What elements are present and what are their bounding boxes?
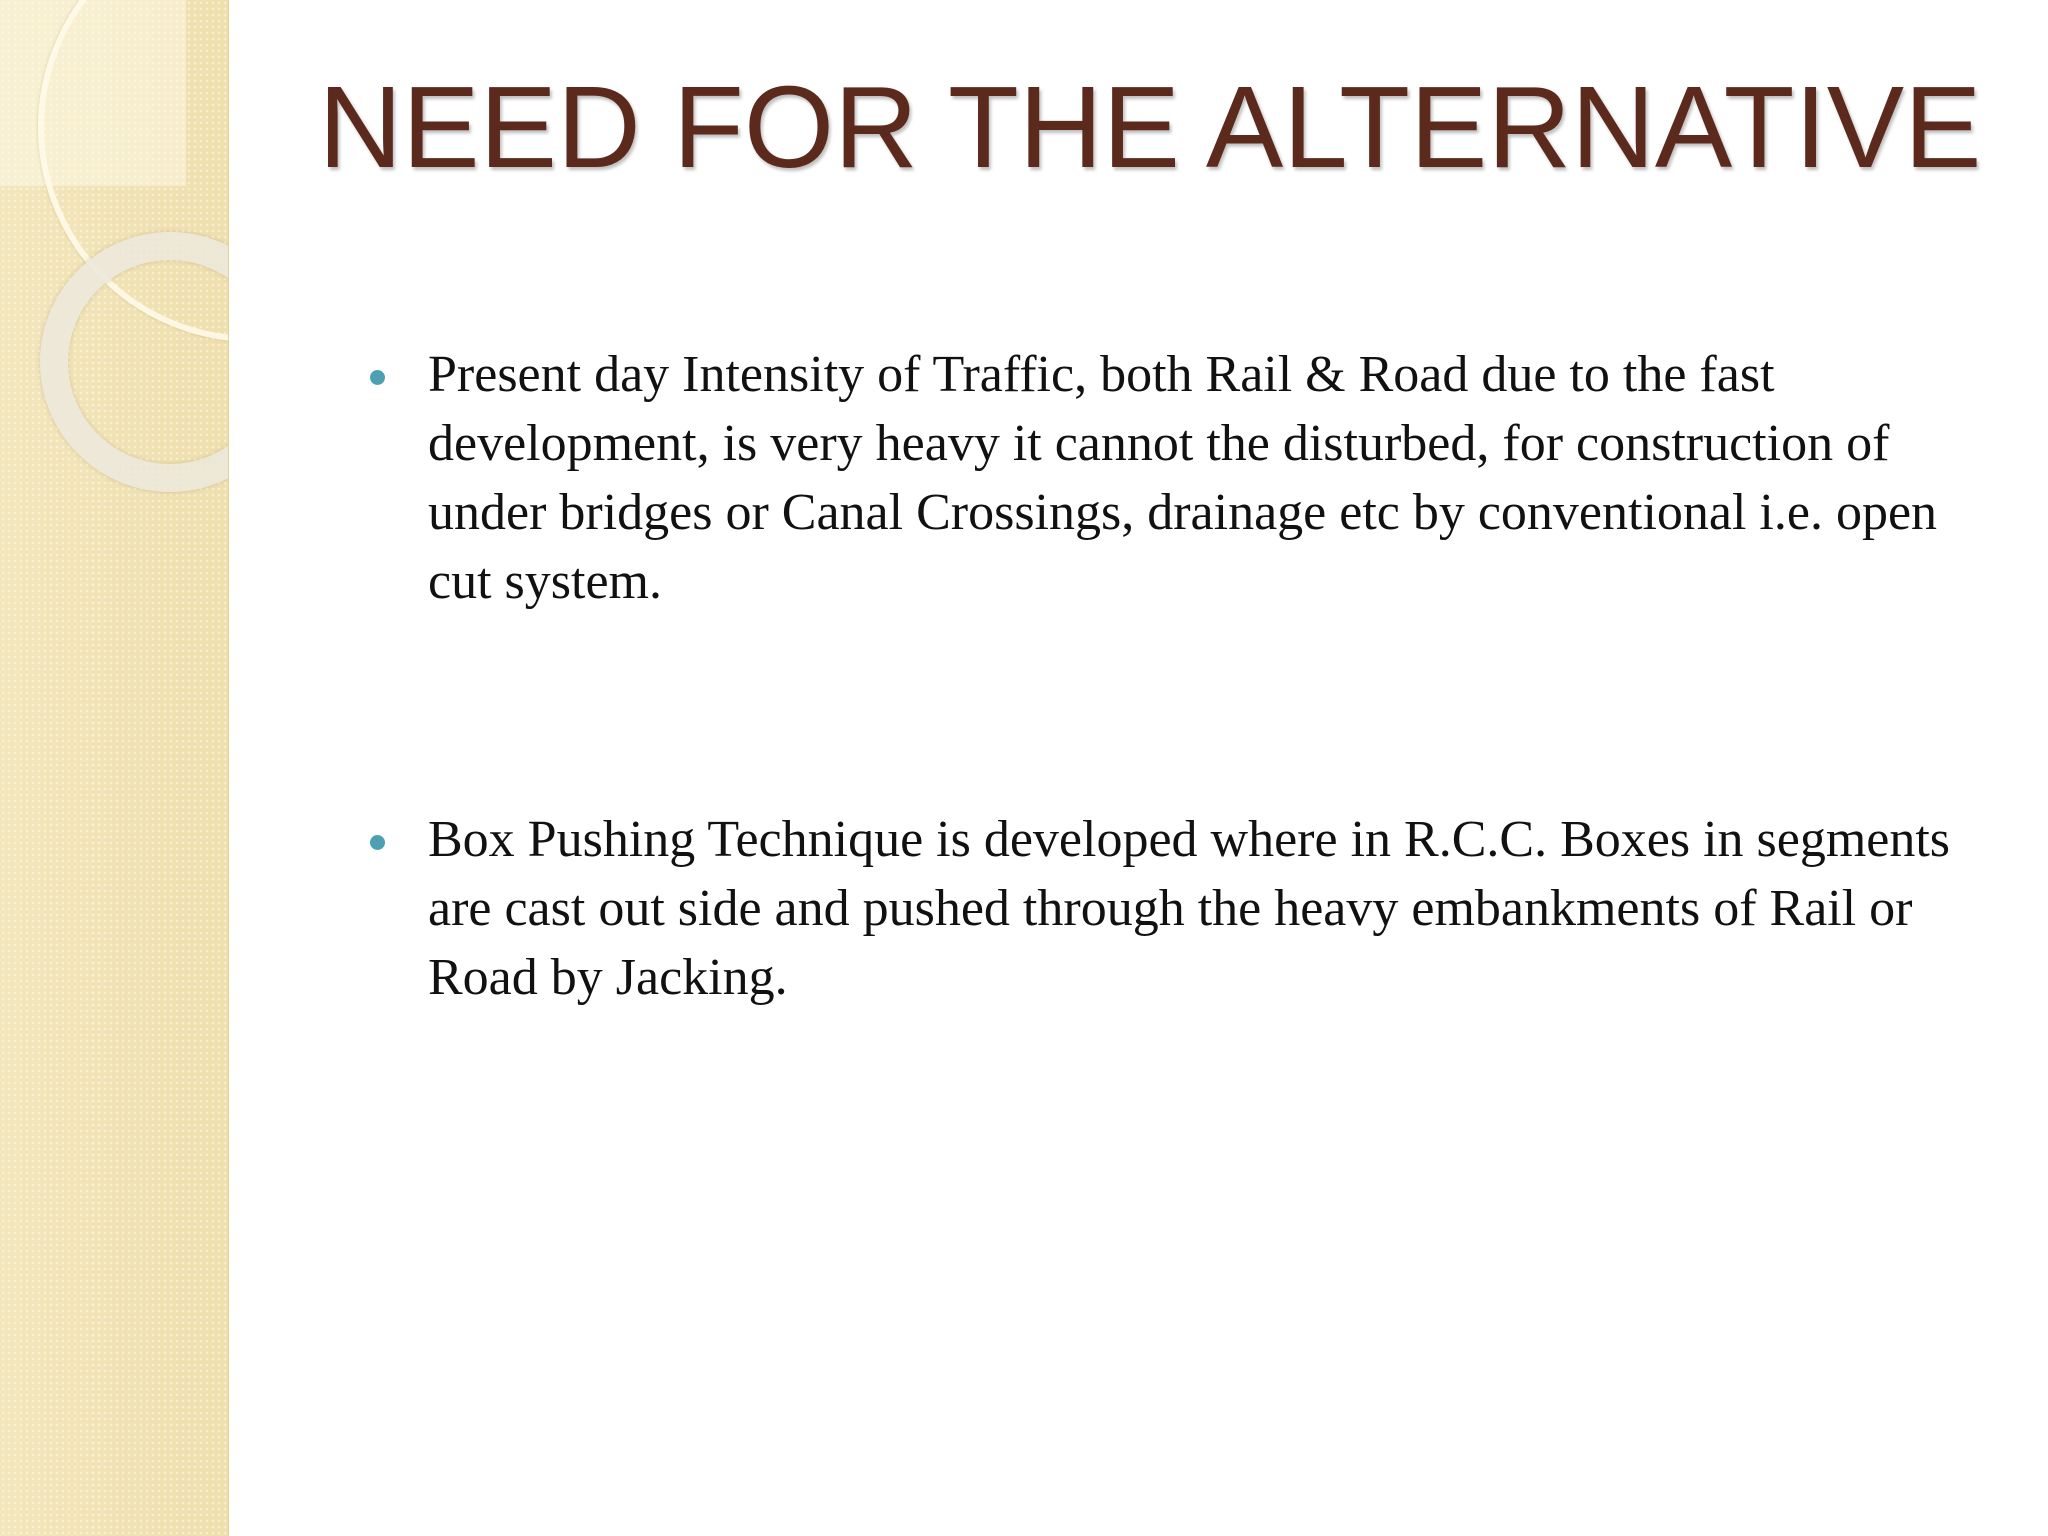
bullet-dot-icon [370,835,385,850]
slide-title: NEED FOR THE ALTERNATIVE [318,62,1982,192]
bullet-text: Present day Intensity of Traffic, both Rail & Road due to the fast development, is very heavy it cannot the disturbed, for construction of under bridges or Canal Crossings, drainage etc by conventional i.e. open cut system. [428,346,1938,610]
bullet-item [428,805,1998,1012]
bullet-dot-icon [370,370,385,385]
decorative-small-ring [40,232,229,492]
decorative-sidebar [0,0,229,1536]
bullet-text: Box Pushing Technique is developed where in R.C.C. Boxes in segments are cast out side and pushed through the heavy embankments of Rail or Road by Jacking. [428,811,1951,1006]
bullet-item [428,340,1998,616]
